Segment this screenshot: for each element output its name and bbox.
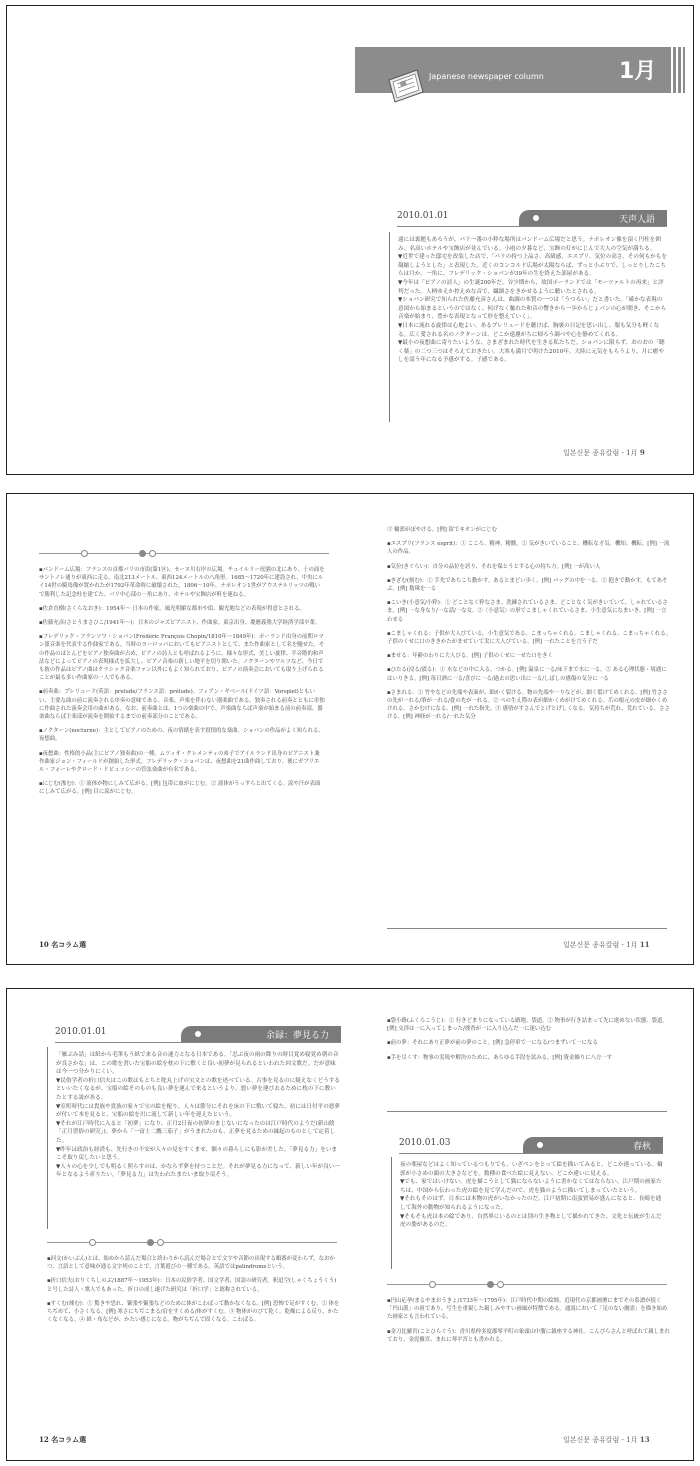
glossary-entry: ▪金刀比羅宮(ことひらぐう)：香川県仲多度郡琴平町の象頭山中腹に鎮座する神社。こんぴらさんと呼ばれて親しまれており、金毘羅宮、まれに琴平宮とも書かれる。	[387, 1328, 670, 1343]
header-rule	[397, 226, 667, 227]
glossary-entry: ③ 輪郭がぼやける。[例] 街でネオンがにじむ	[387, 527, 498, 533]
column-header	[397, 210, 667, 226]
column-paragraph: ▼人々の心を少しでも明るく照らすのは、かならず夢を持つことだ。それが夢見る力になって、新しい年が良い一年となるよう祈りたい。「夢見る力」は失われたまたいま取り戻そう。	[56, 1163, 340, 1179]
column-body	[391, 1157, 663, 1269]
tab-dot-icon	[533, 215, 539, 221]
glossary-entry: ▪こいき(小意気/小粋)：① どことなく粋なさま。洗練されているさま。どことなく気がきいていて、しゃれているさま。[例] 一な身なり/一な話/一な女。②〈小意気〉の形でこましゃくれているさま、小生意気になまいき。[例] 一言わせる	[387, 600, 668, 623]
glossary-entry: ▪佐倉直樹(さくらなおき)：1954年〜 日本の作家。風光明媚な都市や街、観光地などの表現が得意とされる。	[39, 605, 305, 612]
glossary-entry: ▪バンドーム広場：フランスの首都パリの市街(第1区)、セーヌ川右岸の広場。チュイルリー庭園の北にあり、十の面をサントノレ通りが東西に走る。南北213メートル、東西124メートルの八角形。1685〜1720年に建設され、中央にルイ14世の騎馬像が置かれたが1792年革命時に破壊された。1806〜10年、ナポレオン1世がアウステルリッツの戦いで勝利した記念柱を建てた。パリ中心部の一角にあり、ホテルや宝飾店が軒を連ねる。	[39, 567, 325, 598]
page-number: 13	[639, 1435, 650, 1444]
glossary-entry: ▪佐藤允彦(さとうまさひこ/1941年〜)：日本のジャズピアニスト、作曲家。東京出身、慶應義塾大学経済学部卒業。	[39, 620, 321, 627]
glossary-entry: ▪袋小路(ふくろこうじ)：① 行きどまりになっている路地。袋道。② 物事が行き詰まって先に進めない状態。袋道。[例] 交渉は一に入ってしまった/捜査が一に入り込んだ一に迷い込む	[387, 1018, 668, 1033]
page-footer	[563, 1435, 650, 1445]
glossary-entry: ▪ひたる(浸る/漬る)：① 水などの中に入る。つかる。[例] 温泉に一る/床下まで水に一る。② ある心理状態・境遇にはいりきる。[例] 毎日酒に一る/喜びに一る/過去の思い出に一る/しばしの感傷の気分に一る	[387, 667, 667, 682]
footer-title: 名コラム選	[51, 940, 87, 949]
column-date: 2010.01.03	[399, 1138, 451, 1148]
section-rule	[387, 928, 667, 929]
column-body	[389, 232, 667, 422]
banner-stripes	[671, 47, 685, 93]
glossary-entry: ▪夜想曲：性格的小品(主にピアノ独奏曲)の一種。ムツィオ・クレメンティの弟子でアイルランド出身のピアニスト兼作曲家ジョン・フィールドが創始した形式。フレデリック・ショパンは、夜想曲を21曲作曲しており、後にガブリエル・フォーレやクロード・ドビュッシーの管弦楽曲が有名である。	[39, 750, 320, 774]
tab-dot-icon	[195, 1031, 201, 1037]
column-name: 余録：夢見る力	[265, 1031, 329, 1041]
section-rule	[387, 1111, 667, 1112]
glossary-entry: ▪にじむ(滲む)：① 液体が物にしみて広がる。[例] 包帯に血がにじむ。② 液体がうっすらと出てくる。涙や汗が表面にしみて広がる。[例] 目に涙がにじむ。	[39, 781, 321, 796]
left-glossary	[47, 1255, 341, 1425]
column-body	[47, 1047, 341, 1229]
column-header	[399, 1137, 663, 1153]
glossary-entry: ▪手を尽くす：物事の実現や解決のために、あらゆる手段を試みる。[例] 資金繰りに八方一す	[387, 1054, 613, 1061]
column-tab	[523, 1137, 663, 1153]
page-number: 9	[639, 448, 645, 457]
footer-title: 일본신문 종유칼럼 - 1月	[563, 941, 638, 949]
page-footer-left	[39, 1435, 86, 1445]
glossary-entry: ▪すくむ(竦む)：① 驚きや恐れ、緊張や緊張などのために体がこわばって動かなくなる。[例] 恐怖で足がすくむ。② 体をちぢめて、小さくなる。[例] 寒さにちぢこまる/肩をすくめる/体がすくむ。③ 物体がのびて乾く。乾燥による反り、かたくなくなる。④ 紙・布などが、かたい感じになる。物がちぢんで固くなる。こわばる。	[47, 1300, 340, 1324]
column-name: 春秋	[632, 1142, 651, 1152]
glossary-entry: ▪ノクターン(nocturne)：主としてピアノのための、夜の情緒を表す叙情的な楽曲。ショパンの作品がよく知られる。夜想曲。	[39, 728, 324, 743]
glossary-entry: ▪こましゃくれる：子供が大人びている。小生意気である。こまっちゃくれる。こましゃくれる。こまっちゃくれる。子供のくせに口のききかたがませていて実に大人びている。[例] 一れたことを言う子だ	[387, 630, 671, 646]
column-tab	[519, 210, 667, 226]
pages-12-13	[6, 988, 694, 1461]
glossary-entry: ▪きざむ(刻む)：① 手先であちこち動かす。あるとまどい歩く。[例] バッグの中を一る。② 抱きで動かす。もてあそぶ。[例] 数珠を一る	[387, 577, 668, 593]
column-date: 2010.01.01	[55, 1027, 107, 1037]
glossary-entry: ▪円山応挙(まるやまおうきょ/1733年〜1795年)：江戸時代中期の絵師。近現代の京都画壇にまでその系譜が続く「円山派」の祖であり、写生を重視した親しみやすい画風が特徴である。通説において「足のない幽霊」を描き始めた画家とも言われている。	[387, 1298, 668, 1321]
column-date: 2010.01.01	[397, 211, 449, 221]
column-header	[55, 1026, 341, 1042]
page-footer-left	[39, 940, 86, 950]
column-paragraph: ▼近世で建った邸宅を改装した店で、「パリの持つ上品さ、高級感、エスプリ、気位の高さ。その何もかもを凝縮しようとした」と表現した。近くのコンコルド広場が太陽ならば、ずっと小ぶりで、しっとりしたこちらは月か。一角に、フレデリック・ショパンが39年の生を終えた部屋がある。	[398, 254, 667, 278]
pages-10-11	[6, 493, 694, 965]
tab-dot-icon	[537, 1142, 543, 1148]
footer-title: 名コラム選	[51, 1435, 87, 1444]
column-paragraph: ▼それもそのはず、日本には本物の虎がいなかったのだ。江戸初期に南蛮貿易が盛んになると、長崎を通して海外の動物が知られるようになった。	[400, 1196, 662, 1211]
page-footer	[563, 940, 650, 950]
column-paragraph: ▼最小の夜想曲に寄りたいような、さまざまれた時代を生きる私たちだ。ショパンに限らず、おのおの「聴く薬」の二つ三つはそろえておきたい。大寒も満月で明けた2010年。大陸に元気をもらうより、月に癒やしを請う年になる予感がする。子感である。	[398, 340, 665, 364]
page-number: 11	[639, 940, 650, 949]
banner-month: 1月	[619, 59, 657, 84]
glossary-entry: ▪ませる：年齢のわりに大人びる。[例] 子供のくせに一せた口をきく	[387, 653, 553, 660]
glossary-entry: ▪前奏曲：プレリュード(英語：prelude/フランス語：prélude)。フィアン・ギベール(ドイツ語：Vorspiel)ともいい、主要な曲の前に演奏される序奏の意味である。音楽、声楽を伴わない器楽曲である。独奏される前奏とともに単独に作曲された演奏会用の曲がある。なお、前奏曲とは、1つの楽曲の中で、声楽曲ならば声楽が始まる前の前奏部、器楽曲ならば主楽部が演奏を開始するまでの前奏部分のことである。	[39, 689, 325, 721]
column-paragraph: ▼そもそも虎は本の絵であり、自然界にいるのとは別の生き物として描かれてきた。文化と伝統が生んだ虎の姿があるのだ。	[400, 1213, 662, 1229]
column-paragraph: ▼ショパン研究で知られた佐藤允彦さんは、曲調の本質の一つは「うつろい」だと書いた。「確かな表現の意図から始まるというのではなく、何げなく触れた和音の響きから一歩からじょパンの心が開き、そこから音楽が始まり、豊かな表現となって形を整えていく」。	[398, 297, 667, 321]
column-paragraph: ▼それが江戸時代に入ると「初夢」になり、正月2日夜の初夢のまじないになったのは江戸時代のようだ(新山陰「正月習俗の研究」)。夢から「一富士二鷹三茄子」がうまれたのも、正夢を見るための縁起のものとして定着した。	[56, 1120, 336, 1144]
column-paragraph: ▼でも、家ではいけない。虎を描こうとして猫にならないように書かなくてはならない。江戸期の画家たちは、中国から伝わった虎の絵を見て学んだので、虎を猫のように描いてしまっていたという。	[400, 1179, 662, 1194]
column-paragraph: ▼日本に流れる旋律は心地よい、あるプレリュードを聴けば、胸裏の日記を思い出し、服も気分も軽くなる。広く愛される名のノクターンは、どこか遠慮がちに帰ろう調べや心を静めてくれる。	[398, 322, 660, 338]
glossary-entry: ▪回文(かいぶん)とは、始めから読んだ場合と終わりから読んだ場合とで文字や音節の出現する順番が変わらず、なおかつ、言語として意味が通る文字列のことで、言葉遊びの一種である。英語ではpalindromeという。	[47, 1256, 335, 1271]
left-glossary	[39, 566, 325, 946]
glossary-entry: ▪前の夢：それにあり正夢が前の夢のこと。[例] 急停車で一になる/つまずいて一になる	[387, 1040, 598, 1047]
page-number: 10	[39, 940, 49, 949]
right-glossary-top	[387, 1017, 671, 1103]
glossary-entry: ▪エスプリ(フランス esprit)：① こころ。精神。精髄。② 気がきいていること。機転な才気。機知。機転。[例] 一流人の作品。	[387, 541, 670, 556]
footer-title: 일본신문 종유칼럼 - 1月	[563, 1436, 638, 1444]
column-paragraph: ▼今年は「ピアノの詩人」の生誕200年だ。谷少期から、故国ポーランドでは「モーツァルトの再来」と評判だった。人柄ゆえか控えめな音で、繊細さをきかせるように聴いたとされる。	[398, 279, 664, 295]
right-glossary	[387, 526, 671, 916]
glossary-entry: ▪さまれる：① 竹やなどの先端や表面が、細かく裂ける。物の先端や一りなどが、細く裂けてめくれる。[例] 竹ささの先が一れる/筆が一れる/畳の先が一れる。② ぺの生え際の表が細かくめがけてめくれる。爪の根元の皮が細かくめけれる。さかむけになる。[例] 一れた指先。③ 感情がすさんでとげとげしくなる。気持ちが荒れ、荒れている。ささける。[例] 神経が一れる/一れた気分	[387, 689, 670, 721]
header-rule	[55, 1042, 341, 1043]
page-footer	[563, 448, 645, 458]
glossary-entry: ▪折口信夫(おりくちしのぶ/1887年〜1953年)：日本の民俗学者、国文学者、国語の研究者。釈迢空(しゃくちょうくう)と号した詩人・歌人でもあった。折口の成し遂げた研究は「折口学」と総称されている。	[47, 1278, 337, 1293]
footer-title: 일본신문 종유칼럼 - 1月	[563, 449, 638, 457]
column-paragraph: 遠には裏題もあろうが、パリ一番の小粋な場所はバンドーム広場だと思う。ナポレオン像を頂く円柱を囲み、名高いホテルや宝飾店が並んでいる。小雨の夕暮など、宝飾の灯がにじんで大人の空気が満ちる。	[398, 237, 661, 252]
right-glossary-bottom	[387, 1297, 671, 1417]
column-paragraph: ▼昨年は政治も経済も、先行きの不安が人々の見をすくませ、個々の暮らしにも影が差した。「夢見る力」をいまこそ取り戻したいと思う。	[56, 1146, 338, 1162]
dot-divider	[39, 550, 329, 558]
newspaper-icon	[387, 66, 425, 106]
glossary-entry: ▪気位(きぐらい)：自分の品位を誇り、それを保とうとする心の持ち方。[例] 一が高い人	[387, 563, 601, 570]
dot-divider	[387, 1281, 667, 1289]
column-paragraph: ▼室町時代には貴族や貴族の家々で宝の絵を配り、人々は節分にそれを床の下に敷いて寝た。初には日付平の悪夢が付いて本を見ると、宝船の絵を川に流して新しい年を迎えたという。	[56, 1103, 340, 1119]
glossary-entry: ▪フレデリック・フランソワ・ショパン(Frédéric François Chopin/1810年〜1849年)：ポーランド出身の前期ロマン派音楽を代表する作曲家である。当時のヨーロッパにおいてもピアニストとして、また作曲家として名を馳せた。その作品のほとんどをピアノ独奏曲が占め、ピアノの詩人とも呼ばれるように、様々な形式、美しい旋律、半音階的和声法などによってピアノの表現様式を拡大し、ピアノ音楽の新しい地平を切り開いた。ノクターンやワルツなど、今日でも彼の作品はピアノ曲はクラシック音楽ファン以外にもよく知られており、ピアノの演奏会においても取り上げられることが最も多い作曲家の一人でもある。	[39, 634, 325, 682]
column-paragraph: ▼民俗学者の折口信夫はこの歌はもとちと舵丸上げの宝文との歌を述べている。古事を見るのに疑えなくどうするといいたくなるが、宝船の絵そのものも良い夢を運んで来るというより、悪い夢を運び去るために枕の下に敷いたとする説がある。	[56, 1077, 340, 1101]
page-9	[6, 5, 694, 475]
header-rule	[399, 1153, 663, 1154]
banner-subtitle: Japanese newspaper column	[429, 72, 544, 81]
column-paragraph: 夜の薬屋などはよく知っているつもりでも、いざペンをとって絵を描いてみると、どこか違っている。輪郭が小さめの顔の大きさなどを。数種の食べた絵に見えない、どこか違いに見える。	[400, 1162, 663, 1177]
column-name: 天声人語	[618, 215, 655, 225]
page-number: 12	[39, 1435, 49, 1444]
column-tab	[181, 1026, 341, 1042]
column-paragraph: 「雁ぶみ話」は紙から毛筆もう紙で来る音の速力となる日本である。「忍ぶ夜の雨の降りの時目覚め寝覚め朝の音が良さかな」は、この歌を書いた宝船の絵を枕の下に敷くと良い初夢が見られるといわれた回文歌だ。だが意味は今一つ分かりにくい。	[56, 1052, 339, 1076]
dot-divider	[47, 1239, 337, 1247]
